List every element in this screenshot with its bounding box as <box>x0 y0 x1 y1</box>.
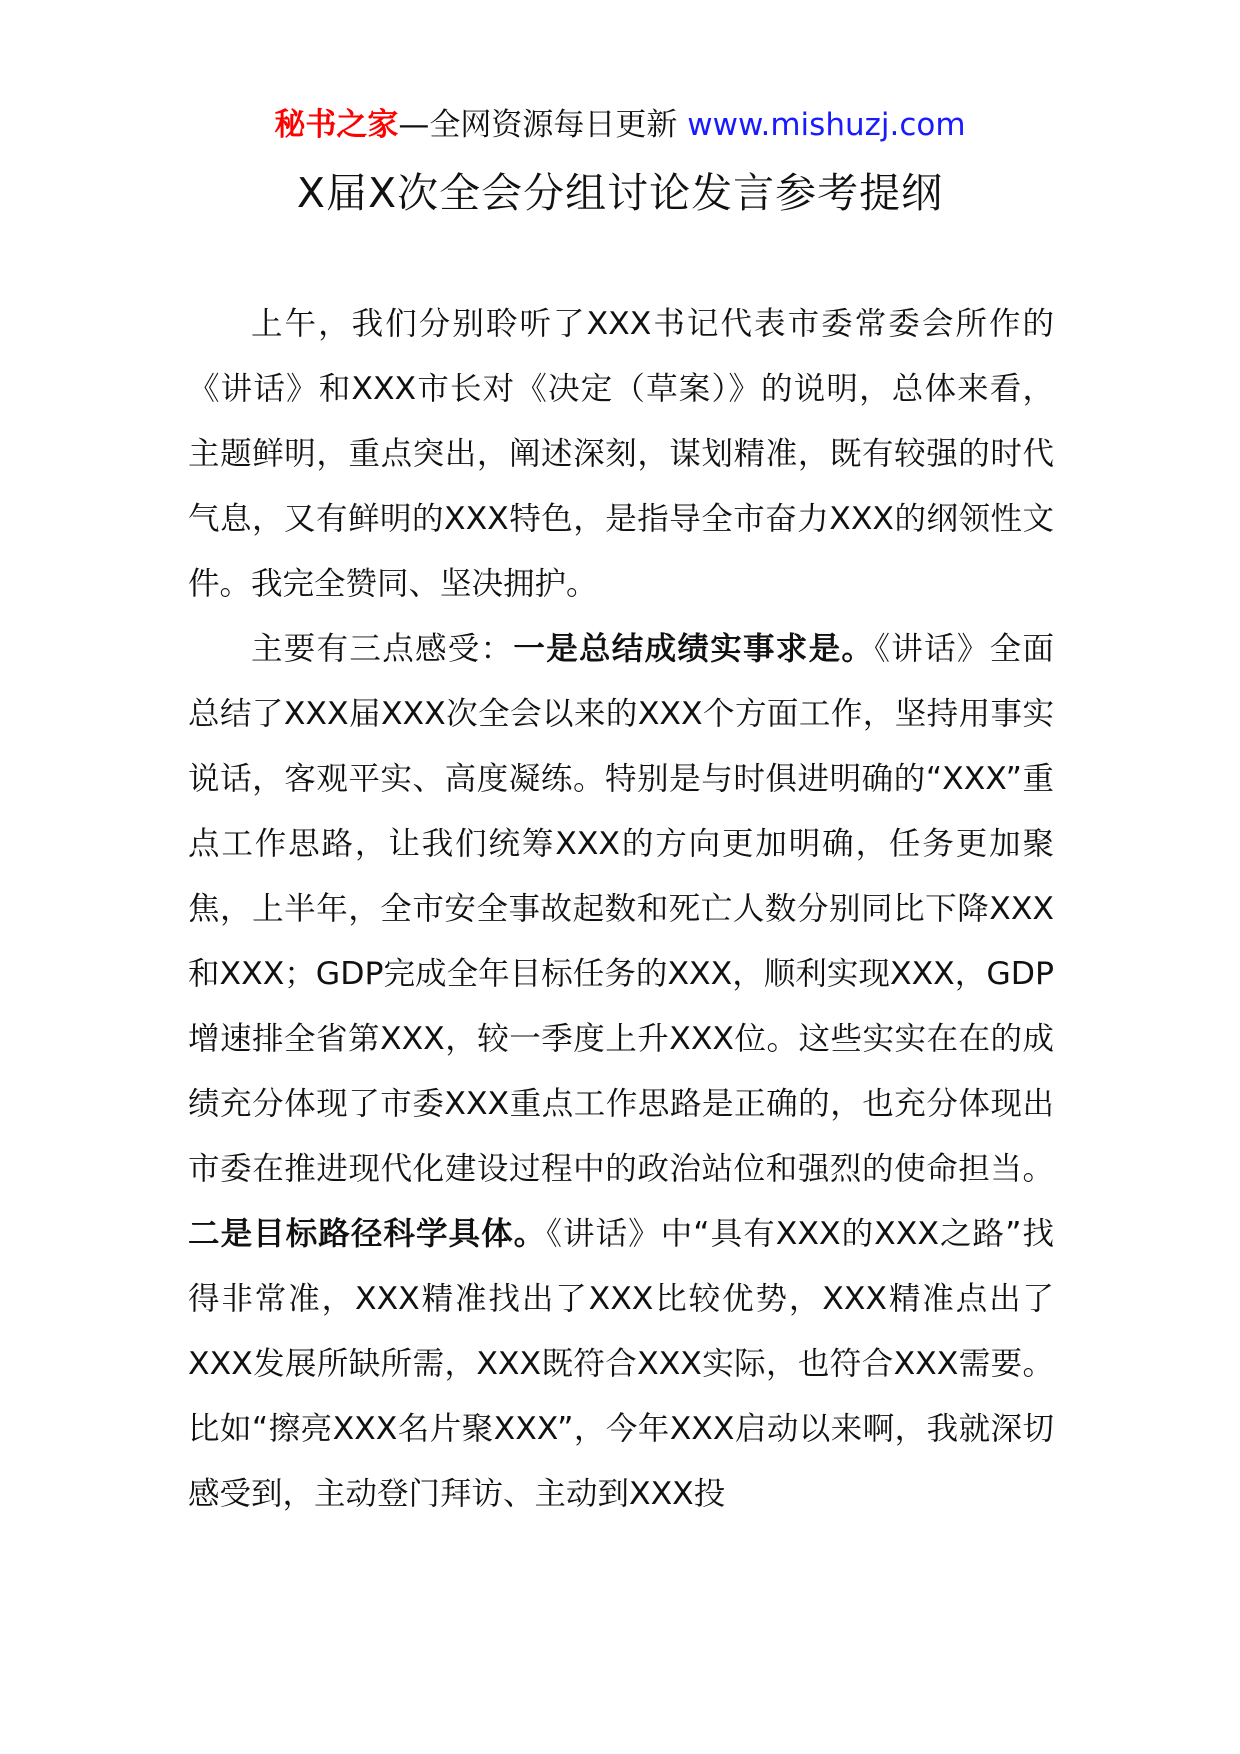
document-body <box>188 292 1054 1527</box>
point-2-body: 《讲话》中“具有XXX的XXX之路”找得非常准，XXX精准找出了XXX比较优势，XXX精准点出了XXX发展所缺所需，XXX既符合XXX实际，也符合XXX需要。比如“擦亮XXX名片聚XXX”，今年XXX启动以来啊，我就深切感受到，主动登门拜访、主动到XXX投 <box>188 1216 1054 1512</box>
brand-name: 秘书之家 <box>274 107 399 143</box>
header-tagline: —全网资源每日更新 <box>398 107 688 143</box>
document-title: X届X次全会分组讨论发言参考提纲 <box>296 169 944 217</box>
paragraph-2 <box>188 617 1054 1527</box>
point-1-body: 《讲话》全面总结了XXX届XXX次全会以来的XXX个方面工作，坚持用事实说话，客观平实、高度凝练。特别是与时俱进明确的“XXX”重点工作思路，让我们统筹XXX的方向更加明确，任务更加聚焦，上半年，全市安全事故起数和死亡人数分别同比下降XXX和XXX；GDP完成全年目标任务的XXX，顺利实现XXX，GDP增速排全省第XXX，较一季度上升XXX位。这些实实在在的成绩充分体现了市委XXX重点工作思路是正确的，也充分体现出市委在推进现代化建设过程中的政治站位和强烈的使命担当。 <box>188 631 1054 1187</box>
paragraph-2-lead: 主要有三点感受： <box>251 631 514 667</box>
site-url-link[interactable]: www.mishuzj.com <box>687 107 966 143</box>
point-2-heading: 二是目标路径科学具体。 <box>188 1216 547 1252</box>
paragraph-1: 上午，我们分别聆听了XXX书记代表市委常委会所作的《讲话》和XXX市长对《决定（草案）》的说明，总体来看，主题鲜明，重点突出，阐述深刻，谋划精准，既有较强的时代气息，又有鲜明的XXX特色，是指导全市奋力XXX的纲领性文件。我完全赞同、坚决拥护。 <box>188 306 1054 602</box>
point-1-heading: 一是总结成绩实事求是。 <box>513 631 875 667</box>
site-header <box>0 100 1240 150</box>
